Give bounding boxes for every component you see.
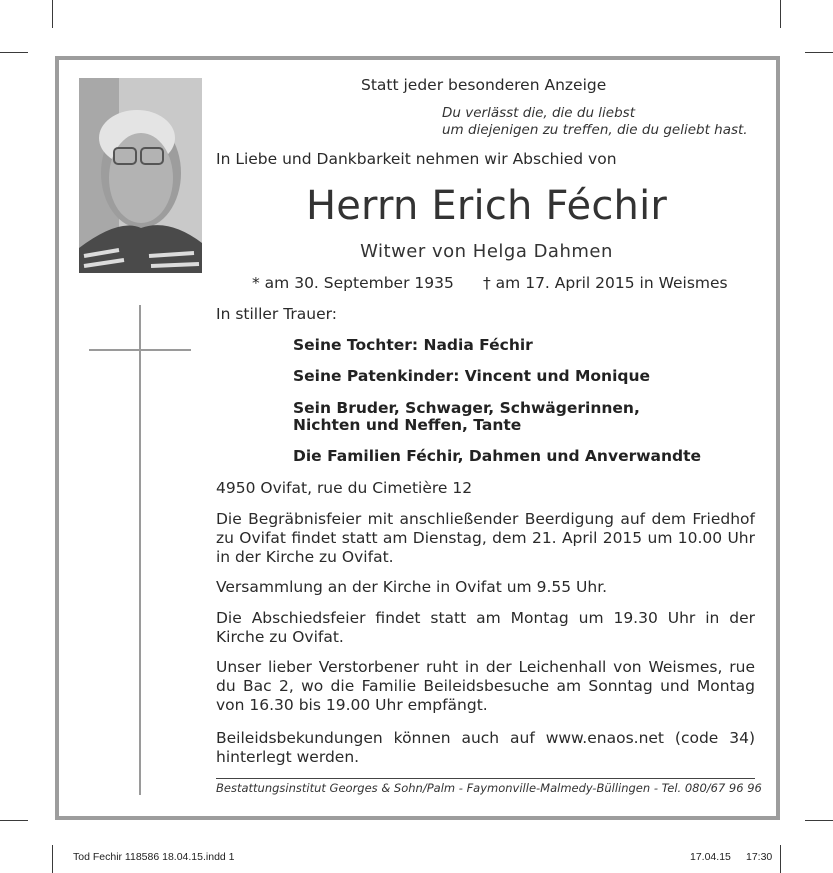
slug-date: 17.04.15 [690,851,731,863]
family-line: Seine Tochter: Nadia Féchir [293,336,533,354]
slug-time: 17:30 [746,851,773,863]
birth-date: * am 30. September 1935 [252,274,454,292]
cross-vertical [139,305,141,795]
family-line: Die Familien Féchir, Dahmen und Anverwandte [293,447,702,465]
crop-mark [805,52,833,53]
crop-mark [52,0,53,28]
slug-filename: Tod Fechir 118586 18.04.15.indd 1 [73,851,235,863]
address: 4950 Ovifat, rue du Cimetière 12 [216,479,473,497]
crop-mark [780,845,781,873]
paragraph-condolences: Beileidsbekundungen können auch auf www.enaos.net (code 34) hinterlegt werden. [216,729,755,766]
paragraph-farewell: Die Abschiedsfeier findet statt am Montag um 19.30 Uhr in der Kirche zu Ovifat. [216,609,755,646]
quote-line-2: um diejenigen zu treffen, die du geliebt hast. [442,122,748,138]
paragraph-funeral: Die Begräbnisfeier mit anschließender Beerdigung auf dem Friedhof zu Ovifat findet statt am Dienstag, dem 21. April 2015 um 10.00 Uhr in der Kirche zu Ovifat. [216,510,755,566]
crop-mark [0,820,28,821]
cross-horizontal [89,349,191,351]
family-line: Seine Patenkinder: Vincent und Monique [293,367,651,385]
crop-mark [780,0,781,28]
mourning-heading: In stiller Trauer: [216,305,337,323]
funeral-home-footer: Bestattungsinstitut Georges & Sohn/Palm - Faymonville-Malmedy-Büllingen - Tel. 080/67 96 96 [216,781,762,795]
quote-line-1: Du verlässt die, die du liebst [442,105,636,121]
family-line: Sein Bruder, Schwager, Schwägerinnen, [293,399,640,417]
crop-mark [52,845,53,873]
intro-text: In Liebe und Dankbarkeit nehmen wir Abschied von [216,150,617,168]
deceased-name: Herrn Erich Féchir [305,183,668,229]
notice-heading: Statt jeder besonderen Anzeige [361,76,607,94]
family-line: Nichten und Neffen, Tante [293,416,522,434]
widower-line: Witwer von Helga Dahmen [360,241,613,262]
death-date: † am 17. April 2015 in Weismes [483,274,728,292]
paragraph-gathering: Versammlung an der Kirche in Ovifat um 9.55 Uhr. [216,578,608,596]
footer-divider [216,778,755,779]
paragraph-visitation: Unser lieber Verstorbener ruht in der Leichenhall von Weismes, rue du Bac 2, wo die Familie Beileidsbesuche am Sonntag und Montag von 16.30 bis 19.00 Uhr empfängt. [216,658,755,714]
crop-mark [0,52,28,53]
crop-mark [805,820,833,821]
